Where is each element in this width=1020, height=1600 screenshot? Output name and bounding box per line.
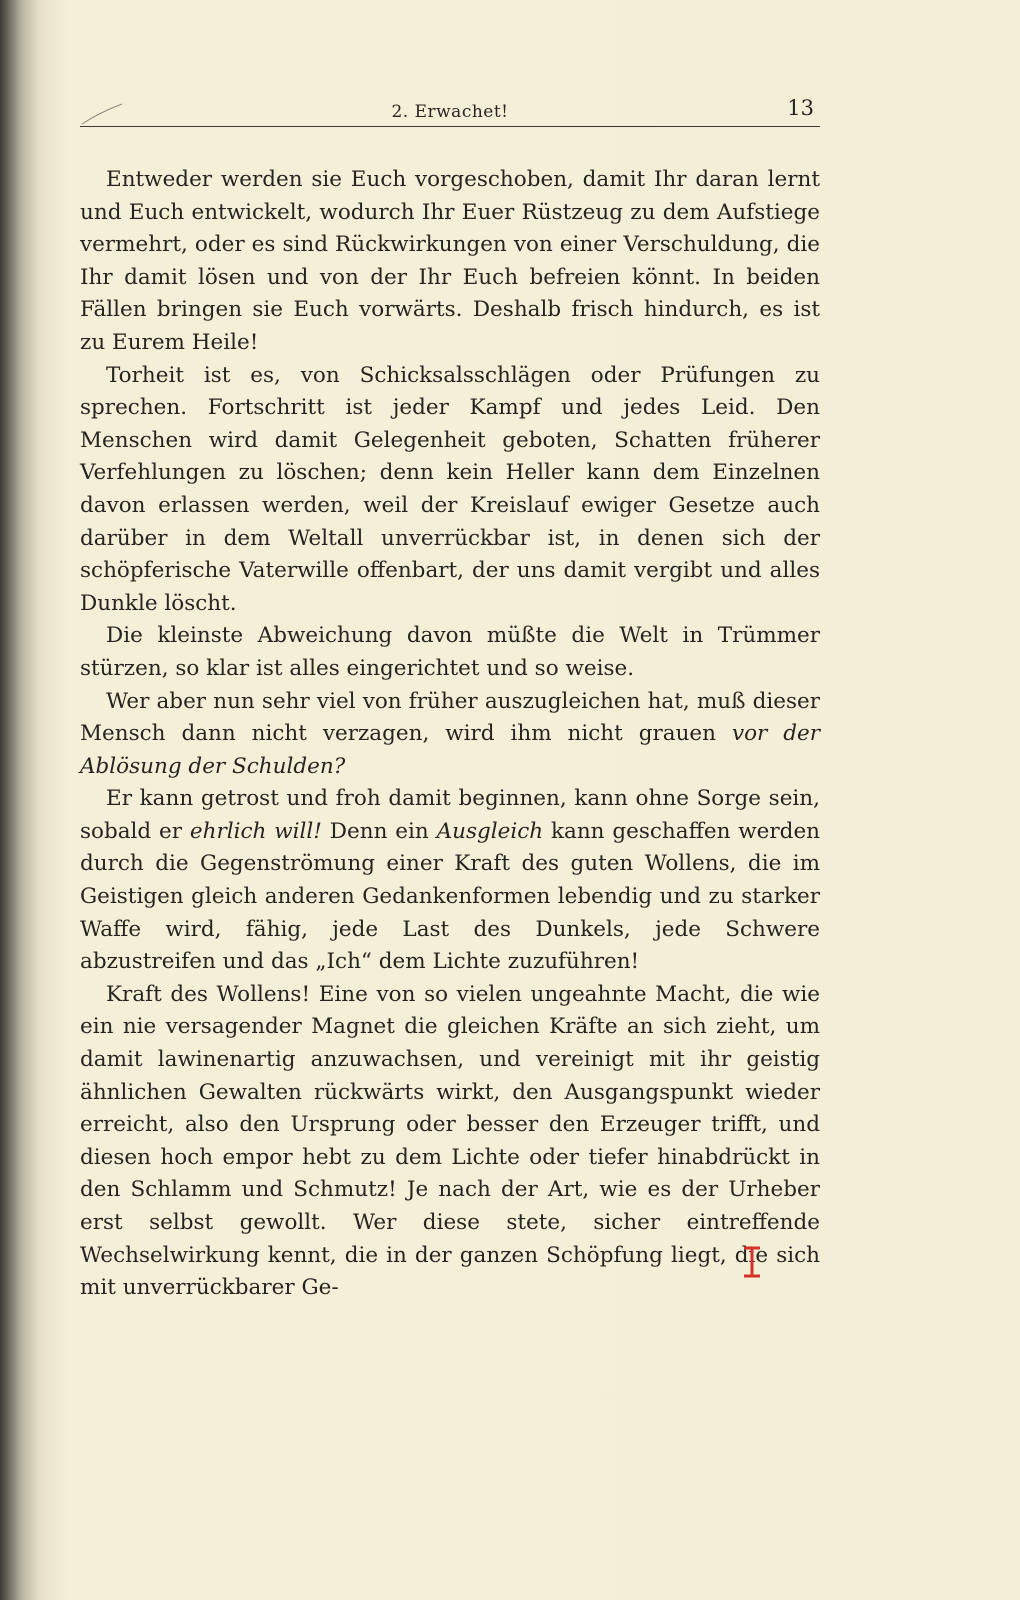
- paragraph-5-emphasis-a: ehrlich will!: [189, 818, 322, 844]
- body-text: [80, 164, 820, 1305]
- paragraph-6: Kraft des Wollens! Eine von so vielen ungeahnte Macht, die wie ein nie versagender Magnet die gleichen Kräfte an sich zieht, um damit lawinenartig anzuwachsen, und vereinigt mit ihr geistig ähnlichen Gewalten rückwärts wirkt, den Ausgangspunkt wieder erreicht, also den Ursprung oder besser den Erzeuger trifft, und diesen hoch empor hebt zu dem Lichte oder tiefer hinabdrückt in den Schlamm und Schmutz! Je nach der Art, wie es der Urheber erst selbst gewollt. Wer diese stete, sicher eintreffende Wechselwirkung kennt, die in der ganzen Schöpfung liegt, die sich mit unverrückbarer Ge-: [80, 981, 820, 1301]
- i-beam-cursor-icon: [742, 1246, 762, 1278]
- paragraph-5: [80, 783, 820, 979]
- paragraph-4: [80, 686, 820, 784]
- paragraph-5-text-b: Denn ein: [321, 818, 437, 844]
- paragraph-5-text-a: Er kann getrost und froh damit beginnen, kann ohne Sorge sein, sobald er: [80, 786, 820, 844]
- paragraph-4-text: Wer aber nun sehr viel von früher auszugleichen hat, muß dieser Mensch dann nicht verzagen, wird ihm nicht grauen: [80, 688, 820, 747]
- page-header: [80, 96, 820, 127]
- paragraph-2: Torheit ist es, von Schicksalsschlägen oder Prüfungen zu sprechen. Fortschritt ist jeder Kampf und jedes Leid. Den Menschen wird damit Gelegenheit geboten, Schatten früherer Verfehlungen zu löschen; denn kein Heller kann dem Einzelnen davon erlassen werden, weil der Kreislauf ewiger Gesetze auch darüber in dem Weltall unverrückbar ist, in denen sich der schöpferische Vaterwille offenbart, der uns damit vergibt und alles Dunkle löscht.: [80, 362, 820, 616]
- paragraph-1: Entweder werden sie Euch vorgeschoben, damit Ihr daran lernt und Euch entwickelt, wodurch Ihr Euer Rüstzeug zu dem Aufstiege vermehrt, oder es sind Rückwirkungen von einer Verschuldung, die Ihr damit lösen und von der Ihr Euch befreien könnt. In beiden Fällen bringen sie Euch vorwärts. Deshalb frisch hindurch, es ist zu Eurem Heile!: [80, 167, 820, 355]
- page-number: 13: [787, 96, 814, 120]
- paragraph-3: Die kleinste Abweichung davon müßte die Welt in Trümmer stürzen, so klar ist alles eingerichtet und so weise.: [80, 623, 820, 681]
- paragraph-5-emphasis-b: Ausgleich: [436, 818, 544, 844]
- paragraph-5-text-c: kann geschaffen werden durch die Gegenströmung einer Kraft des guten Wollens, die im Geistigen gleich anderen Gedankenformen lebendig und zu starker Waffe wird, fähig, jede Last des Dunkels, jede Schwere abzustreifen und das „Ich“ dem Lichte zuzuführen!: [80, 818, 821, 975]
- paragraph-4-emphasis: vor der Ablösung der Schulden?: [80, 721, 821, 779]
- running-title: 2. Erwachet!: [391, 102, 509, 122]
